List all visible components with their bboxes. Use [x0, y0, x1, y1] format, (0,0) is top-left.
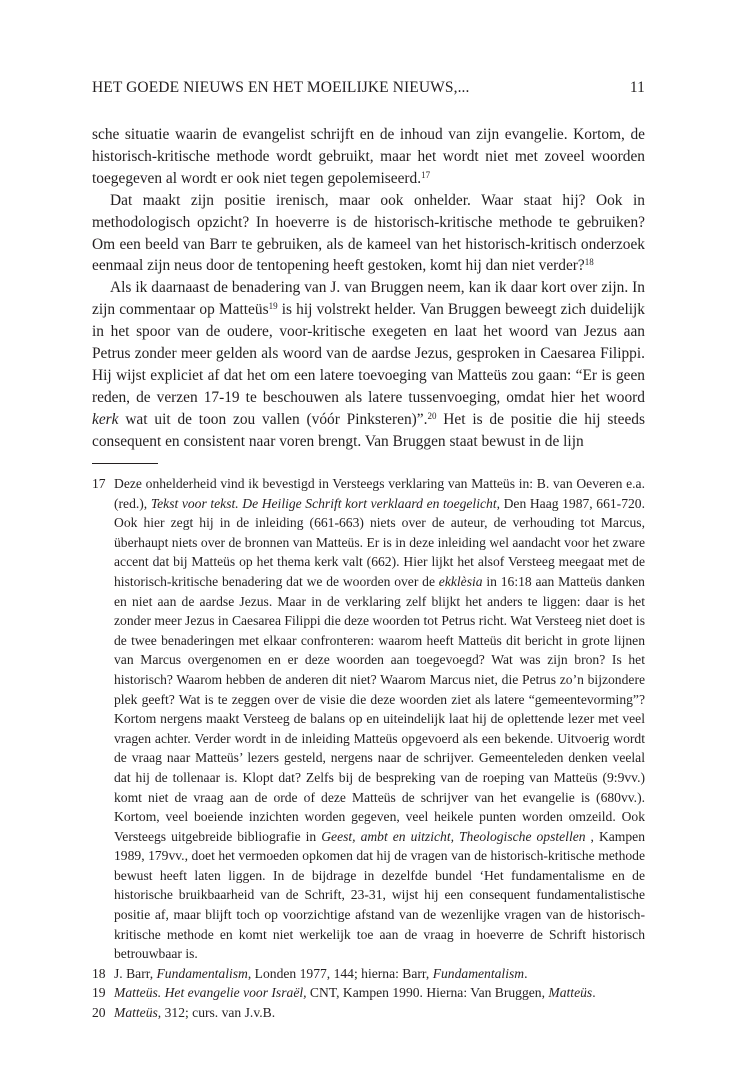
- footnote-segment: Deze onhelderheid vind ik bevestigd in Versteegs verklaring van Matteüs in: B. van Oeveren e.a. (red.),: [114, 476, 645, 511]
- footnote-separator: [92, 463, 158, 464]
- footnote-segment: CNT, Kampen 1990. Hierna: Van Bruggen,: [306, 985, 549, 1001]
- emphasis-kerk: kerk: [92, 410, 119, 428]
- footnote-ref-17[interactable]: 17: [421, 169, 431, 180]
- paragraph-text: Als ik daarnaast de benadering van J. van Bruggen neem, kan ik daar kort over zijn. In zijn commentaar op Matteüs: [92, 279, 645, 319]
- footnote-title: Matteüs. Het evangelie voor Israël,: [114, 985, 307, 1001]
- footnote-title: Matteüs: [114, 1005, 158, 1021]
- footnote-18: [92, 964, 645, 984]
- paragraph-2: [92, 190, 645, 278]
- footnote-17: [92, 474, 645, 964]
- running-title: HET GOEDE NIEUWS EN HET MOEILIJKE NIEUWS,...: [92, 79, 470, 96]
- footnote-number: 19: [92, 985, 106, 1001]
- paragraph-text: Dat maakt zijn positie irenisch, maar ook onhelder. Waar staat hij? Ook in methodologisch opzicht? In hoeverre is de historisch-kritische methode te gebruiken? Om een beeld van Barr te gebruiken, als de kameel van het historisch-kritisch onderzoek eenmaal zijn neus door de tentopening heeft gestoken, komt hij dan niet verder?: [92, 191, 645, 275]
- paragraph-text: Het is de positie die hij steeds consequent en consistent naar voren brengt. Van Bruggen staat bewust in de lijn: [92, 410, 645, 450]
- footnote-19: [92, 983, 645, 1003]
- footnote-20: [92, 1003, 645, 1023]
- footnote-number: 20: [92, 1005, 106, 1021]
- paragraph-text: sche situatie waarin de evangelist schrijft en de inhoud van zijn evangelie. Kortom, de historisch-kritische methode wordt gebruikt, maar het wordt niet met zoveel woorden toegegeven al wordt er ook niet tegen gepolemiseerd.: [92, 126, 645, 187]
- footnote-segment: .: [592, 985, 596, 1001]
- footnote-ref-20[interactable]: 20: [427, 410, 437, 421]
- footnote-ref-19[interactable]: 19: [268, 301, 278, 312]
- footnote-number: 17: [92, 476, 106, 491]
- paragraph-text: wat uit de toon zou vallen (vóór Pinksteren)”.: [118, 410, 428, 428]
- footnote-title: Geest, ambt en uitzicht, Theologische opstellen: [321, 828, 586, 844]
- footnote-ref-18[interactable]: 18: [584, 257, 594, 268]
- footnote-text: [114, 983, 645, 1003]
- footnote-text: [114, 474, 645, 964]
- footnotes: [92, 474, 645, 1023]
- footnote-segment: , Den Haag 1987, 661-720. Ook hier zegt hij in de inleiding (661-663) niets over de auteur, de verhouding tot Marcus, überhaupt niets over de bronnen van Matteüs. Er is in deze inleiding wel aandacht voor het zware accent dat bij Matteüs op het thema kerk valt (662). Hier lijkt het alsof Versteeg meegaat met de historisch-kritische benadering dat we de woorden over de: [114, 495, 645, 589]
- main-text: [92, 124, 645, 453]
- footnote-segment: , Londen 1977, 144; hierna: Barr,: [247, 965, 433, 981]
- footnote-term: ekklèsia: [438, 573, 483, 589]
- footnote-text: [114, 1003, 645, 1023]
- footnote-text: [114, 964, 645, 984]
- footnote-number: 18: [92, 965, 106, 981]
- footnote-segment: in 16:18 aan Matteüs danken en niet aan de aardse Jezus. Maar in de verklaring zelf blijkt het anders te liggen: daar is het zonder meer Jezus in Caesarea Filippi die deze woorden tot Petrus richt. Wat Versteeg niet doet is de twee benaderingen met elkaar confronteren: waarom heeft Matteüs dit bericht in grote lijnen van Marcus overgenomen en er deze woorden aan toegevoegd? Wat was zijn bron? Is het historisch? Waarom hebben de anderen dit niet? Waarom Marcus niet, die Petrus zo’n bijzondere plek geeft? Wat is te zeggen over de visie die deze woorden ziet als latere “gemeentevorming”? Kortom nergens maakt Versteeg de balans op en uiteindelijk laat hij de oplettende lezer met veel vragen achter. Verder wordt in de inleiding Matteüs opgevoerd als een bekende. Uitvoerig wordt de vraag naar Matteüs’ lezers gesteld, nergens naar de schrijver. Gemeenteleden denken veelal dat hij de tollenaar is. Klopt dat? Zelfs bij de bespreking van de roeping van Matteüs (9:9vv.) komt niet de vraag aan de orde of deze Matteüs de schrijver van het evangelie is (680vv.). Kortom, veel boeiende inzichten worden gegeven, veel heikele punten worden omzeild. Ook Versteegs uitgebreide bibliografie in: [114, 573, 645, 844]
- footnote-segment: , Kampen 1989, 179vv., doet het vermoeden opkomen dat hij de vragen van de historisch-kritische methode bewust heeft laten liggen. In de bijdrage in dezelfde bundel ‘Het fundamentalisme en de historische bruikbaarheid van de Schrift, 23-31, wijst hij een consequent fundamentalistische positie af, maar blijft toch op voorzichtige afstand van de wezenlijke vragen van de historisch-kritische methode en komt niet werkelijk toe aan de vraag in hoeverre de Schrift historisch betrouwbaar is.: [114, 828, 646, 962]
- footnote-title: Fundamentalism: [156, 965, 248, 981]
- footnote-segment: , 312; curs. van J.v.B.: [157, 1005, 276, 1021]
- footnote-title: Fundamentalism: [432, 965, 525, 981]
- running-header: [92, 79, 645, 97]
- paragraph-1: [92, 124, 645, 190]
- footnote-title: Matteüs: [548, 985, 593, 1001]
- footnote-segment: J. Barr,: [114, 965, 157, 981]
- paragraph-text: is hij volstrekt helder. Van Bruggen beweegt zich duidelijk in het spoor van de oudere, voor-kritische exegeten en laat het woord van Jezus aan Petrus zonder meer gelden als woord van de aardse Jezus, gesproken in Caesarea Filippi. Hij wijst expliciet af dat het om een latere toevoeging van Matteüs zou gaan: “Er is geen reden, de verzen 17-19 te beschouwen als latere tussenvoeging, omdat hier het woord: [92, 301, 645, 406]
- footnote-title: Tekst voor tekst. De Heilige Schrift kort verklaard en toegelicht: [150, 495, 497, 511]
- paragraph-3: [92, 277, 645, 452]
- page-number: 11: [629, 79, 645, 96]
- footnote-segment: .: [524, 965, 528, 981]
